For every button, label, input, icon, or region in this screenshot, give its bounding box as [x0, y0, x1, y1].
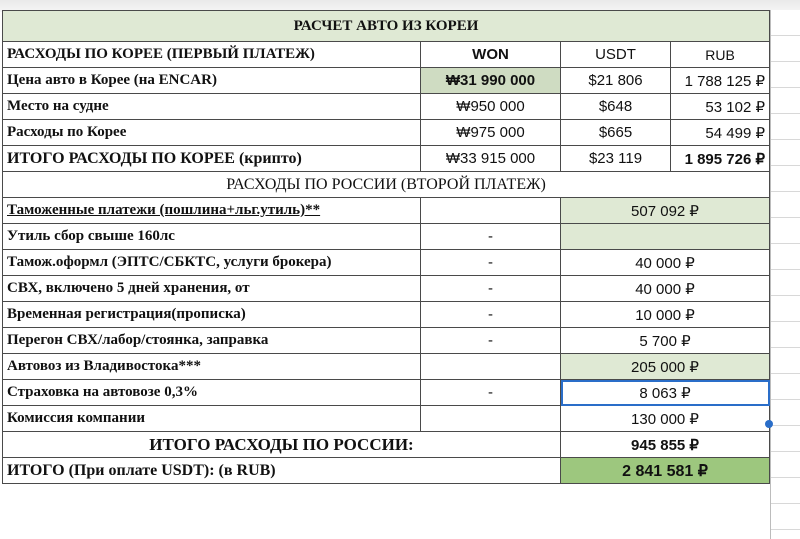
russia-value-cell[interactable]	[561, 224, 770, 250]
selected-cell[interactable]: 8 063 ₽	[561, 380, 770, 406]
korea-row-label[interactable]: Цена авто в Корее (на ENCAR)	[3, 68, 421, 94]
russia-header-row	[3, 172, 770, 198]
dash-cell[interactable]	[421, 406, 561, 432]
russia-row	[3, 380, 770, 406]
russia-row	[3, 354, 770, 380]
rub-cell[interactable]: 53 102 ₽	[671, 94, 770, 120]
won-header[interactable]: WON	[421, 42, 561, 68]
russia-value-cell[interactable]: 5 700 ₽	[561, 328, 770, 354]
russia-value-cell[interactable]: 507 092 ₽	[561, 198, 770, 224]
korea-row	[3, 94, 770, 120]
usdt-cell[interactable]: $665	[561, 120, 671, 146]
dash-cell[interactable]: -	[421, 276, 561, 302]
won-total-cell[interactable]: ₩33 915 000	[421, 146, 561, 172]
dash-cell[interactable]: -	[421, 302, 561, 328]
russia-value-cell[interactable]: 40 000 ₽	[561, 250, 770, 276]
korea-row	[3, 120, 770, 146]
russia-row	[3, 302, 770, 328]
korea-section-label[interactable]: РАСХОДЫ ПО КОРЕЕ (ПЕРВЫЙ ПЛАТЕЖ)	[3, 42, 421, 68]
selection-fill-handle[interactable]	[765, 420, 773, 428]
won-cell[interactable]: ₩950 000	[421, 94, 561, 120]
russia-row-label[interactable]: Утиль сбор свыше 160лс	[3, 224, 421, 250]
korea-total-row	[3, 146, 770, 172]
russia-row-label[interactable]: СВХ, включено 5 дней хранения, от	[3, 276, 421, 302]
korea-row	[3, 68, 770, 94]
russia-row-label[interactable]: Перегон СВХ/лабор/стоянка, заправка	[3, 328, 421, 354]
korea-row-label[interactable]: Место на судне	[3, 94, 421, 120]
grand-total-value[interactable]: 2 841 581 ₽	[561, 458, 770, 484]
dash-cell[interactable]: -	[421, 328, 561, 354]
title-row	[3, 11, 770, 42]
russia-value-cell[interactable]: 130 000 ₽	[561, 406, 770, 432]
russia-row	[3, 328, 770, 354]
dash-cell[interactable]: -	[421, 380, 561, 406]
usdt-total-cell[interactable]: $23 119	[561, 146, 671, 172]
usdt-header[interactable]: USDT	[561, 42, 671, 68]
russia-value-cell[interactable]: 205 000 ₽	[561, 354, 770, 380]
russia-total-label[interactable]: ИТОГО РАСХОДЫ ПО РОССИИ:	[3, 432, 561, 458]
russia-value-cell[interactable]: 10 000 ₽	[561, 302, 770, 328]
grand-total-label[interactable]: ИТОГО (При оплате USDT): (в RUB)	[3, 458, 561, 484]
rub-cell[interactable]: 1 788 125 ₽	[671, 68, 770, 94]
russia-row-label[interactable]: Автовоз из Владивостока***	[3, 354, 421, 380]
korea-row-label[interactable]: Расходы по Корее	[3, 120, 421, 146]
russia-row	[3, 250, 770, 276]
russia-row-label[interactable]: Временная регистрация(прописка)	[3, 302, 421, 328]
russia-row-label[interactable]: Комиссия компании	[3, 406, 421, 432]
usdt-cell[interactable]: $21 806	[561, 68, 671, 94]
russia-total-value[interactable]: 945 855 ₽	[561, 432, 770, 458]
rub-cell[interactable]: 54 499 ₽	[671, 120, 770, 146]
sheet-title[interactable]: РАСЧЕТ АВТО ИЗ КОРЕИ	[3, 11, 770, 42]
russia-row	[3, 224, 770, 250]
korea-header-row	[3, 42, 770, 68]
dash-cell[interactable]	[421, 354, 561, 380]
rub-header[interactable]: RUB	[671, 42, 770, 68]
won-cell[interactable]: ₩975 000	[421, 120, 561, 146]
russia-row-label[interactable]: Страховка на автовозе 0,3%	[3, 380, 421, 406]
won-cell[interactable]: ₩31 990 000	[421, 68, 561, 94]
dash-cell[interactable]	[421, 198, 561, 224]
russia-row	[3, 198, 770, 224]
grand-total-row	[3, 458, 770, 484]
empty-sheet-column	[770, 10, 800, 539]
russia-row-label[interactable]: Тамож.оформл (ЭПТС/СБКТС, услуги брокера)	[3, 250, 421, 276]
russia-total-row	[3, 432, 770, 458]
korea-total-label[interactable]: ИТОГО РАСХОДЫ ПО КОРЕЕ (крипто)	[3, 146, 421, 172]
calculation-sheet	[2, 10, 770, 484]
usdt-cell[interactable]: $648	[561, 94, 671, 120]
russia-row-label[interactable]: Таможенные платежи (пошлина+льг.утиль)**	[3, 198, 421, 224]
dash-cell[interactable]: -	[421, 250, 561, 276]
russia-row	[3, 406, 770, 432]
russia-value-cell[interactable]: 40 000 ₽	[561, 276, 770, 302]
russia-section-label[interactable]: РАСХОДЫ ПО РОССИИ (ВТОРОЙ ПЛАТЕЖ)	[3, 172, 770, 198]
russia-row	[3, 276, 770, 302]
rub-total-cell[interactable]: 1 895 726 ₽	[671, 146, 770, 172]
dash-cell[interactable]: -	[421, 224, 561, 250]
